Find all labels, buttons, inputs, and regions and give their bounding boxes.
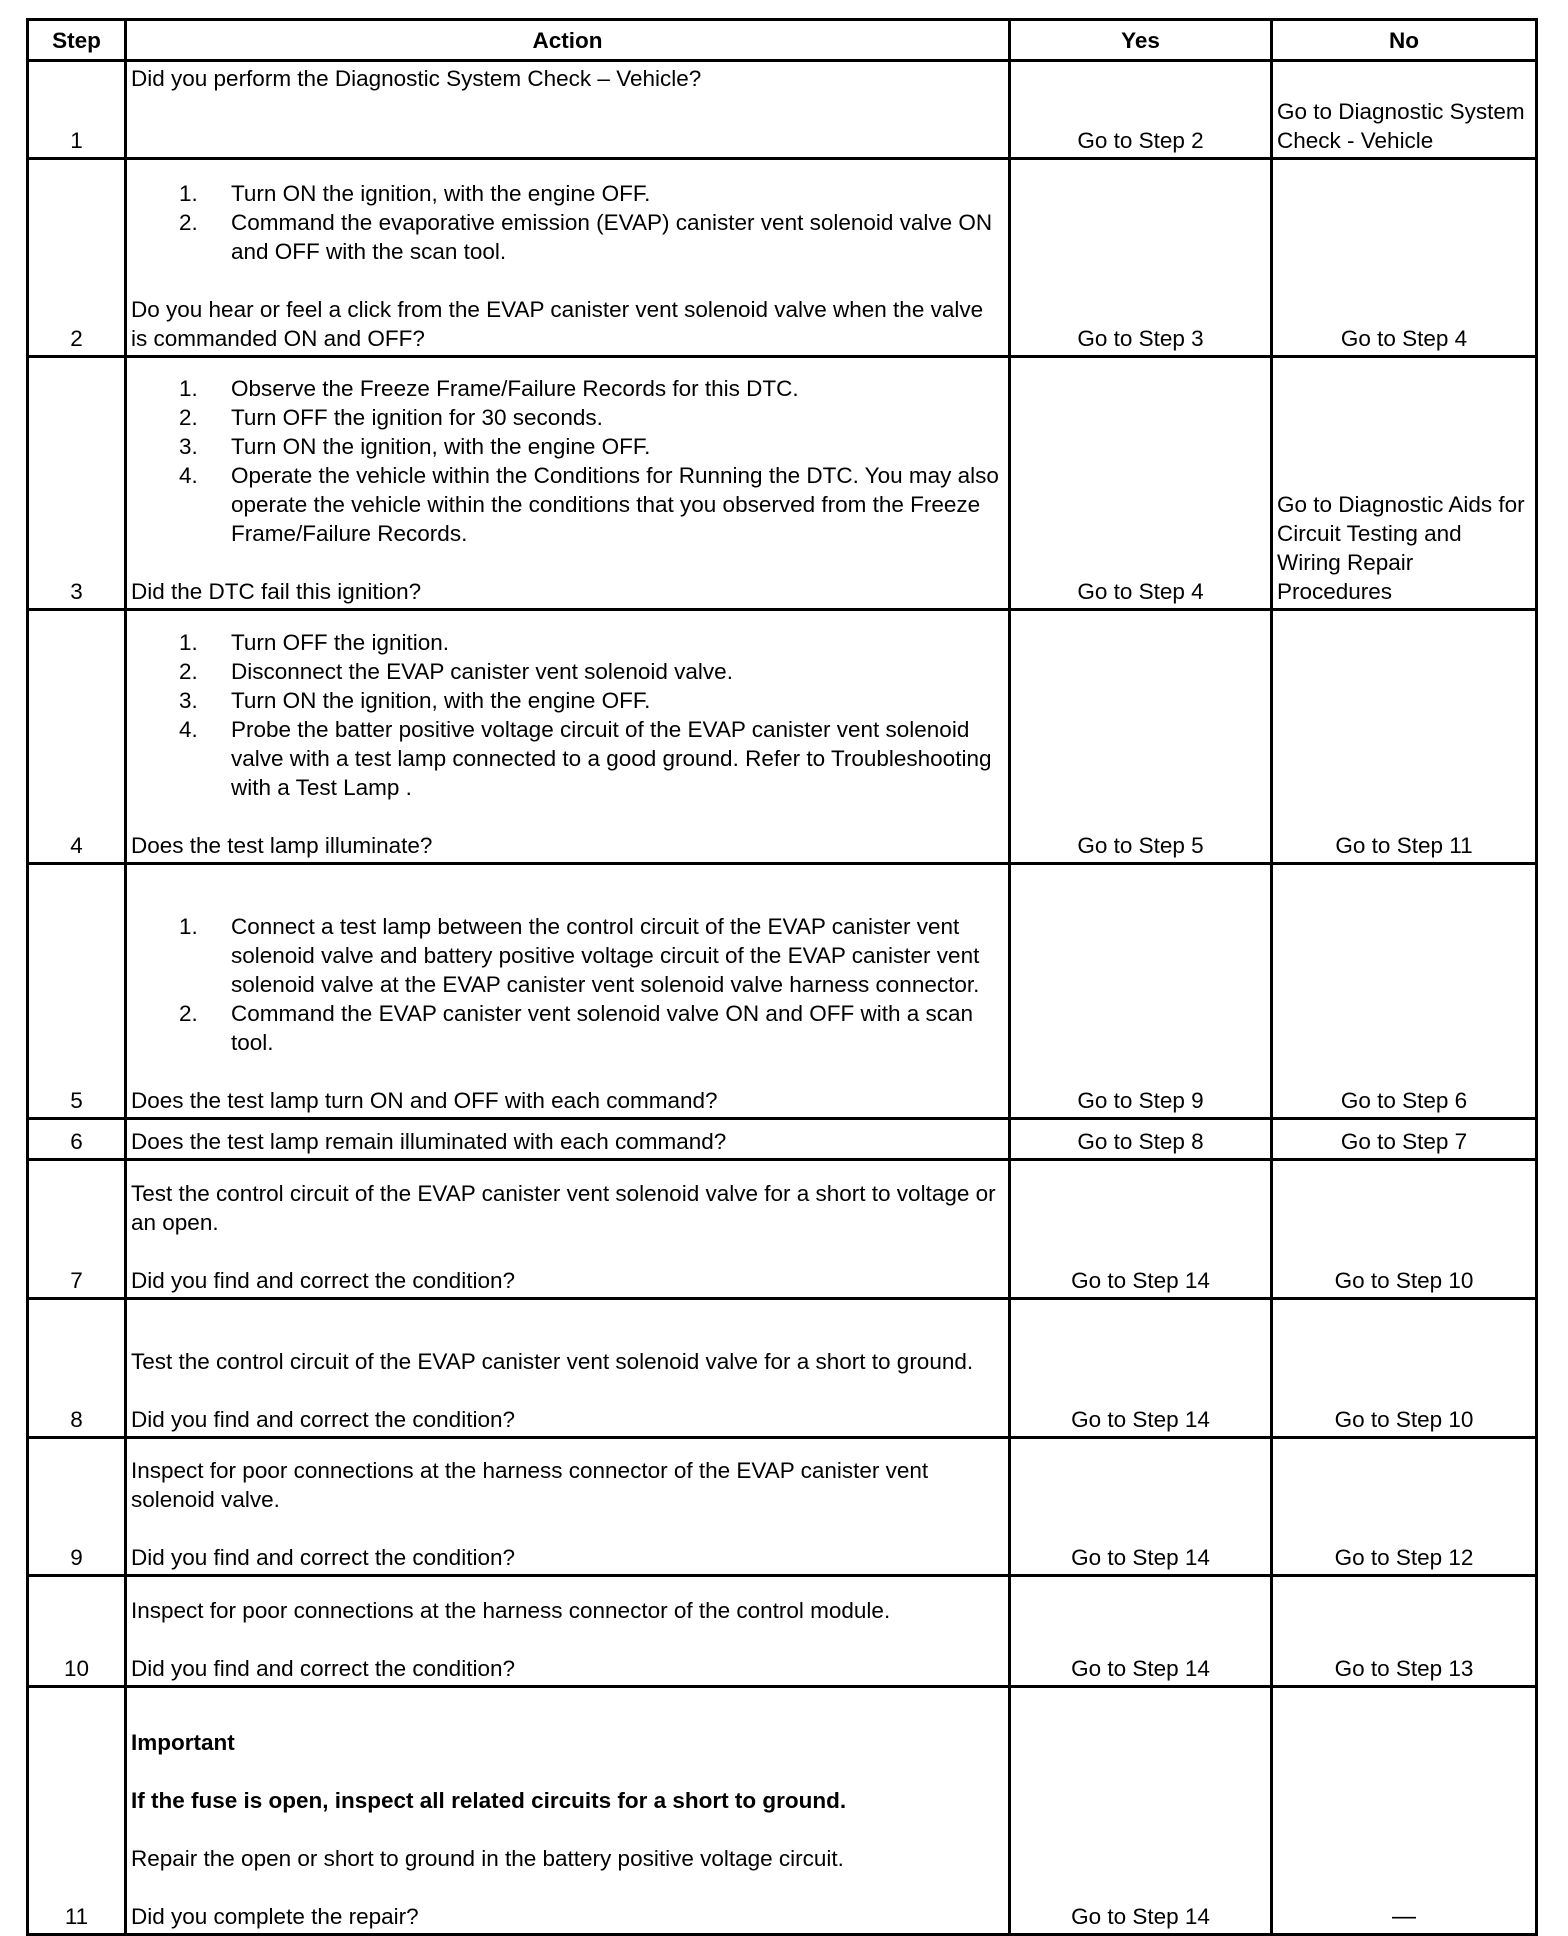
header-no: No: [1272, 20, 1537, 61]
list-item: 4. Operate the vehicle within the Conditions for Running the DTC. You may also operate the vehicle within the conditions that you observed from the Freeze Frame/Failure Records.: [179, 463, 999, 546]
action-cell: [126, 610, 1010, 864]
action-list: [131, 374, 1004, 548]
table-row: [28, 1160, 1537, 1299]
list-item: 2. Disconnect the EVAP canister vent solenoid valve.: [179, 659, 733, 684]
yes-cell: Go to Step 14: [1010, 1438, 1272, 1576]
action-text: Test the control circuit of the EVAP canister vent solenoid valve for a short to voltage or an open.: [131, 1181, 996, 1235]
list-item: 1. Connect a test lamp between the control circuit of the EVAP canister vent solenoid valve and battery positive voltage circuit of the EVAP canister vent solenoid valve at the EVAP canister vent solenoid valve harness connector.: [179, 914, 980, 997]
list-item: 3. Turn ON the ignition, with the engine OFF.: [179, 688, 651, 713]
step-number: 11: [28, 1687, 126, 1935]
list-item: 1. Observe the Freeze Frame/Failure Records for this DTC.: [179, 376, 799, 401]
table-row: [28, 1576, 1537, 1687]
step-number: 2: [28, 159, 126, 357]
table-row: [28, 1687, 1537, 1935]
diagnostic-table: [26, 18, 1538, 1936]
table-row: [28, 159, 1537, 357]
question-text: Did you perform the Diagnostic System Check – Vehicle?: [131, 66, 702, 91]
action-cell: [126, 1576, 1010, 1687]
step-number: 7: [28, 1160, 126, 1299]
no-cell: Go to Step 12: [1272, 1438, 1537, 1576]
yes-cell: Go to Step 9: [1010, 864, 1272, 1119]
action-cell: [126, 357, 1010, 610]
no-cell: Go to Step 4: [1272, 159, 1537, 357]
step-number: 4: [28, 610, 126, 864]
table-row: [28, 864, 1537, 1119]
yes-cell: Go to Step 2: [1010, 61, 1272, 159]
action-cell: [126, 1160, 1010, 1299]
yes-cell: Go to Step 14: [1010, 1160, 1272, 1299]
table-row: [28, 1438, 1537, 1576]
list-item: 2. Command the EVAP canister vent solenoid valve ON and OFF with a scan tool.: [179, 1001, 974, 1055]
step-number: 3: [28, 357, 126, 610]
no-cell: —: [1272, 1687, 1537, 1935]
action-cell: [126, 1687, 1010, 1935]
no-cell: Go to Step 7: [1272, 1119, 1537, 1160]
yes-cell: Go to Step 14: [1010, 1576, 1272, 1687]
table-row: [28, 1299, 1537, 1438]
no-cell: Go to Diagnostic Aids for Circuit Testing and Wiring Repair Procedures: [1272, 357, 1537, 610]
question-text: Does the test lamp illuminate?: [131, 833, 433, 858]
action-text: Inspect for poor connections at the harness connector of the control module.: [131, 1598, 891, 1623]
action-cell: [126, 864, 1010, 1119]
header-step: Step: [28, 20, 126, 61]
list-item: 1. Turn ON the ignition, with the engine OFF.: [179, 181, 651, 206]
table-header-row: [28, 20, 1537, 61]
yes-cell: Go to Step 14: [1010, 1299, 1272, 1438]
step-number: 1: [28, 61, 126, 159]
list-item: 4. Probe the batter positive voltage circuit of the EVAP canister vent solenoid valve with a test lamp connected to a good ground. Refer to Troubleshooting with a Test Lamp .: [179, 717, 992, 800]
action-cell: [126, 1438, 1010, 1576]
action-cell: [126, 1119, 1010, 1160]
action-list: [131, 179, 1004, 266]
step-number: 6: [28, 1119, 126, 1160]
yes-cell: Go to Step 3: [1010, 159, 1272, 357]
list-item: 3. Turn ON the ignition, with the engine OFF.: [179, 434, 651, 459]
step-number: 5: [28, 864, 126, 1119]
question-text: Did you find and correct the condition?: [131, 1545, 515, 1570]
important-label: Important: [131, 1730, 235, 1755]
action-list: [131, 628, 1004, 802]
yes-cell: Go to Step 4: [1010, 357, 1272, 610]
no-cell: Go to Step 10: [1272, 1299, 1537, 1438]
important-note: If the fuse is open, inspect all related circuits for a short to ground.: [131, 1788, 847, 1813]
list-item: 2. Turn OFF the ignition for 30 seconds.: [179, 405, 603, 430]
table-row: [28, 1119, 1537, 1160]
step-number: 10: [28, 1576, 126, 1687]
table-row: [28, 61, 1537, 159]
yes-cell: Go to Step 8: [1010, 1119, 1272, 1160]
question-text: Do you hear or feel a click from the EVAP canister vent solenoid valve when the valve is commanded ON and OFF?: [131, 297, 984, 351]
question-text: Did the DTC fail this ignition?: [131, 579, 422, 604]
no-cell: Go to Step 6: [1272, 864, 1537, 1119]
question-text: Did you complete the repair?: [131, 1904, 419, 1929]
no-cell: Go to Step 11: [1272, 610, 1537, 864]
no-cell: Go to Step 13: [1272, 1576, 1537, 1687]
header-yes: Yes: [1010, 20, 1272, 61]
action-cell: [126, 159, 1010, 357]
question-text: Did you find and correct the condition?: [131, 1268, 515, 1293]
action-cell: [126, 1299, 1010, 1438]
table-row: [28, 610, 1537, 864]
step-number: 8: [28, 1299, 126, 1438]
question-text: Did you find and correct the condition?: [131, 1656, 515, 1681]
list-item: 1. Turn OFF the ignition.: [179, 630, 450, 655]
list-item: 2. Command the evaporative emission (EVAP) canister vent solenoid valve ON and OFF with the scan tool.: [179, 210, 993, 264]
step-number: 9: [28, 1438, 126, 1576]
action-text: Inspect for poor connections at the harness connector of the EVAP canister vent solenoid valve.: [131, 1458, 929, 1512]
action-cell: [126, 61, 1010, 159]
action-list: [131, 912, 1004, 1057]
question-text: Does the test lamp turn ON and OFF with each command?: [131, 1088, 718, 1113]
no-cell: Go to Diagnostic System Check - Vehicle: [1272, 61, 1537, 159]
yes-cell: Go to Step 5: [1010, 610, 1272, 864]
yes-cell: Go to Step 14: [1010, 1687, 1272, 1935]
header-action: Action: [126, 20, 1010, 61]
question-text: Did you find and correct the condition?: [131, 1407, 515, 1432]
action-text: Repair the open or short to ground in the battery positive voltage circuit.: [131, 1846, 844, 1871]
no-cell: Go to Step 10: [1272, 1160, 1537, 1299]
question-text: Does the test lamp remain illuminated with each command?: [131, 1129, 727, 1154]
action-text: Test the control circuit of the EVAP canister vent solenoid valve for a short to ground.: [131, 1349, 974, 1374]
table-row: [28, 357, 1537, 610]
